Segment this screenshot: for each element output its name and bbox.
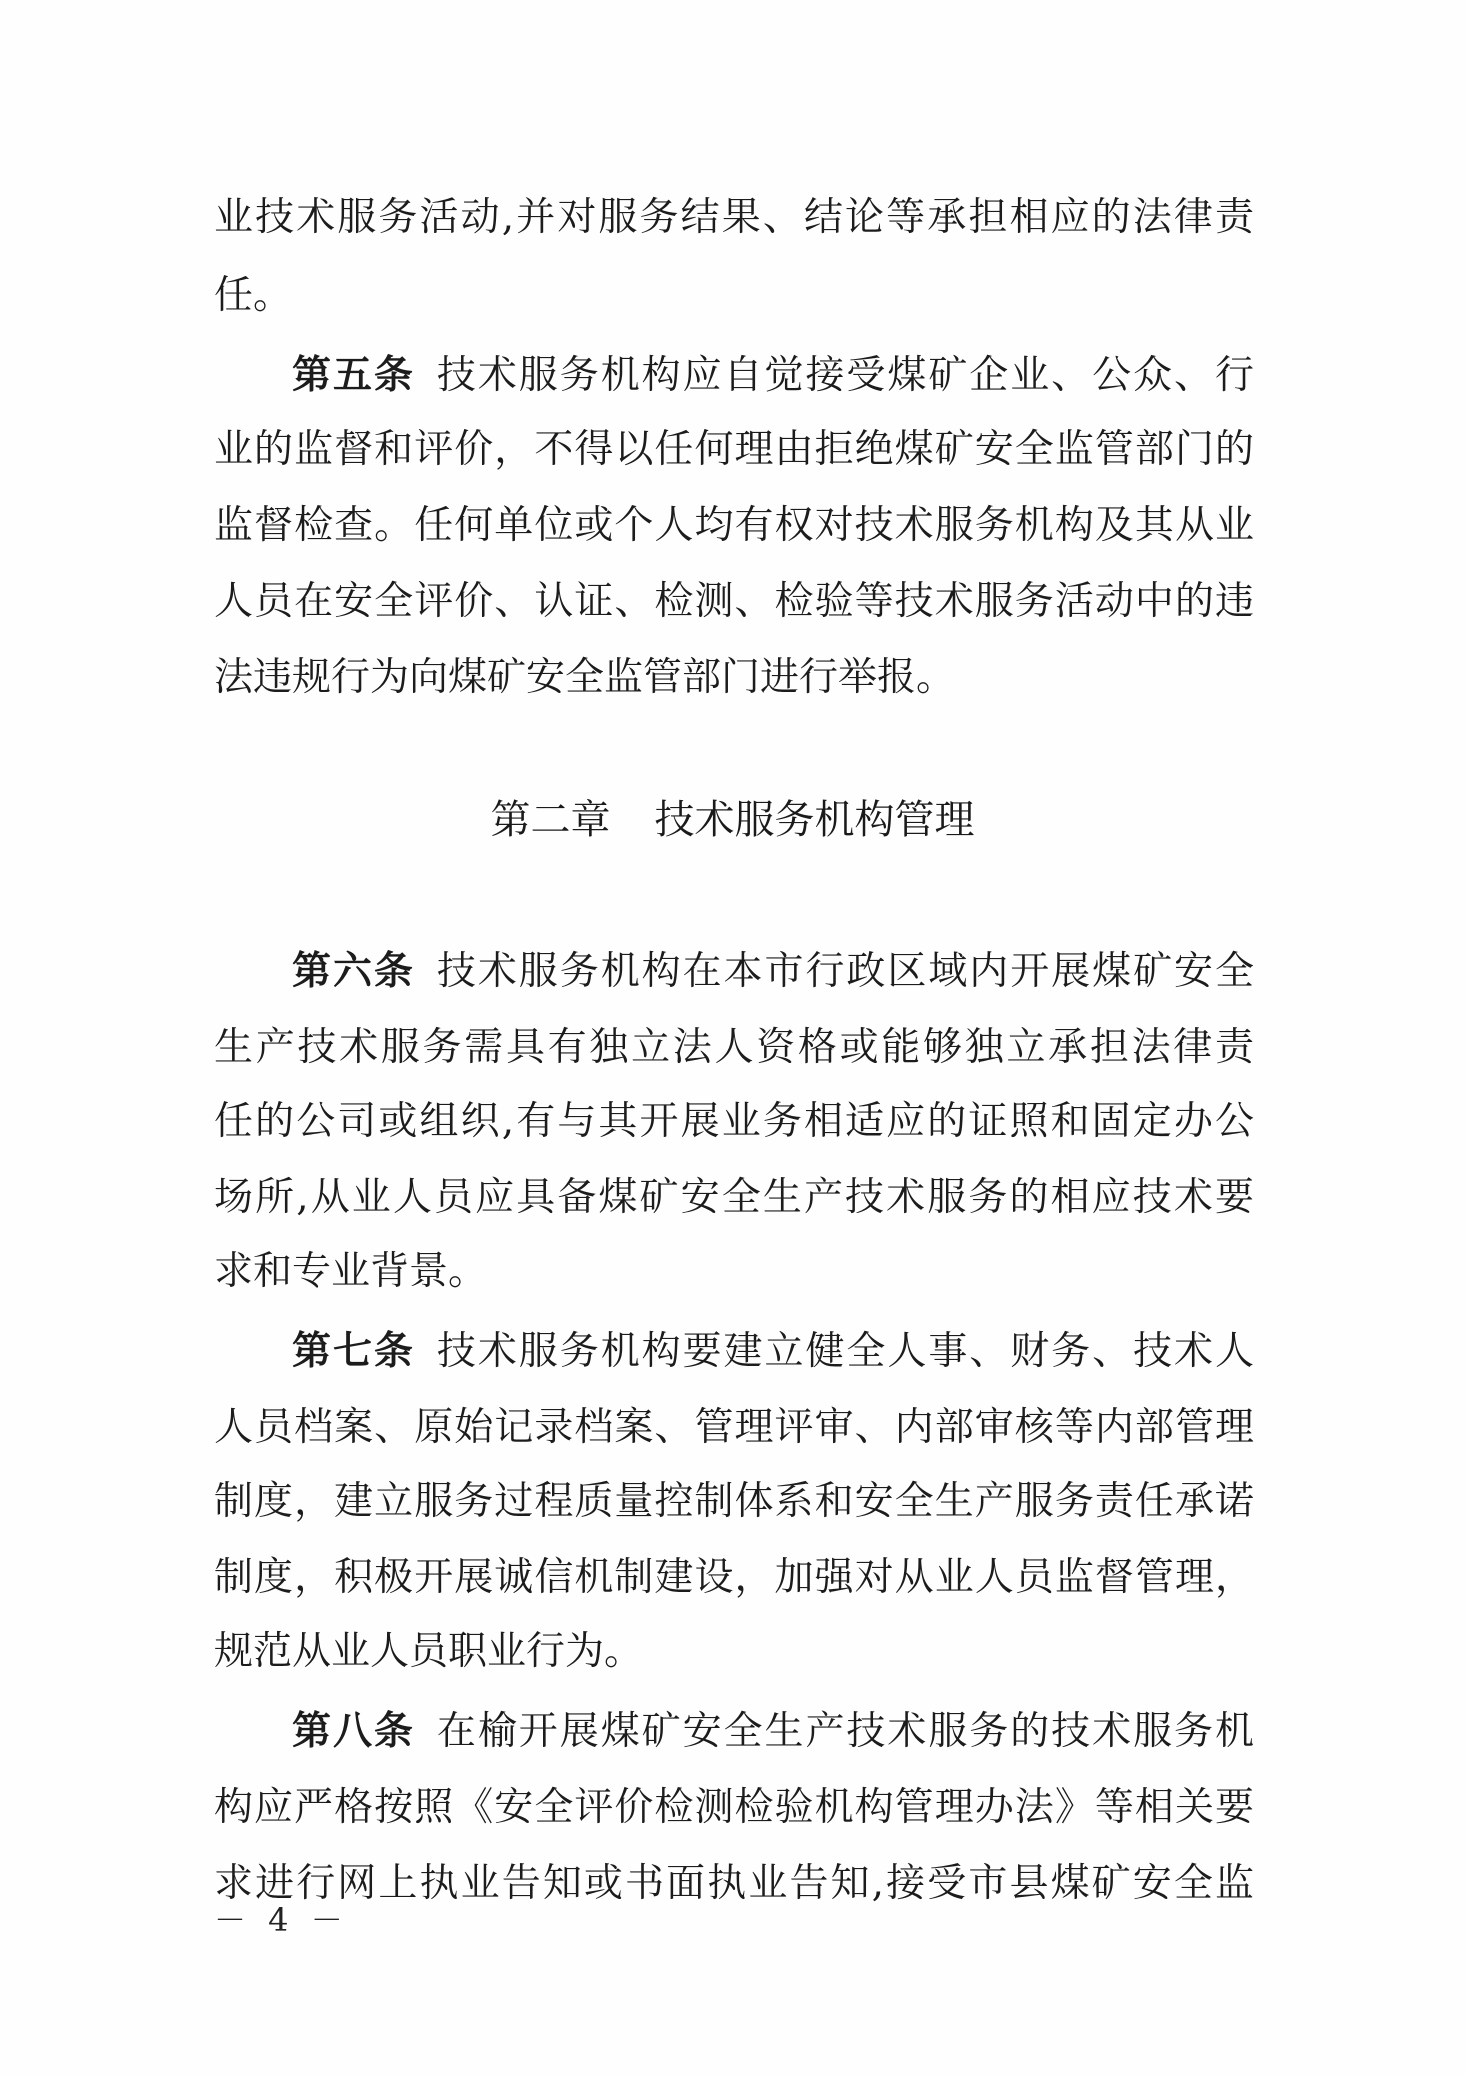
body-line: 法违规行为向煤矿安全监管部门进行举报。 bbox=[214, 655, 956, 700]
body-text: 技术服务机构要建立健全人事、财务、技术人 bbox=[436, 1329, 1254, 1374]
body-line: 监督检查。任何单位或个人均有权对技术服务机构及其从业 bbox=[214, 503, 1254, 548]
article-5-first-line bbox=[292, 338, 1254, 414]
body-line: 生产技术服务需具有独立法人资格或能够独立承担法律责 bbox=[214, 1025, 1254, 1070]
body-line: 制度，建立服务过程质量控制体系和安全生产服务责任承诺 bbox=[214, 1479, 1254, 1524]
body-line: 制度，积极开展诚信机制建设，加强对从业人员监督管理， bbox=[214, 1555, 1254, 1600]
chapter-number: 第二章 bbox=[490, 797, 611, 843]
chapter-title: 技术服务机构管理 bbox=[654, 797, 975, 843]
body-line: 人员档案、原始记录档案、管理评审、内部审核等内部管理 bbox=[214, 1405, 1254, 1450]
article-6-first-line bbox=[292, 934, 1254, 1010]
article-label: 第六条 bbox=[292, 949, 415, 994]
body-line: 规范从业人员职业行为。 bbox=[214, 1629, 644, 1674]
body-text: 在榆开展煤矿安全生产技术服务的技术服务机 bbox=[436, 1709, 1254, 1754]
body-line: 求进行网上执业告知或书面执业告知,接受市县煤矿安全监 bbox=[214, 1861, 1254, 1906]
page-number: － 4 － bbox=[214, 1901, 349, 1939]
article-label: 第八条 bbox=[292, 1709, 415, 1754]
body-line: 构应严格按照《安全评价检测检验机构管理办法》等相关要 bbox=[214, 1785, 1254, 1830]
body-line: 人员在安全评价、认证、检测、检验等技术服务活动中的违 bbox=[214, 579, 1254, 624]
chapter-heading bbox=[0, 782, 1465, 858]
body-line: 业技术服务活动,并对服务结果、结论等承担相应的法律责 bbox=[214, 195, 1254, 240]
body-line: 业的监督和评价，不得以任何理由拒绝煤矿安全监管部门的 bbox=[214, 427, 1254, 472]
body-line: 求和专业背景。 bbox=[214, 1249, 488, 1294]
body-line: 场所,从业人员应具备煤矿安全生产技术服务的相应技术要 bbox=[214, 1175, 1254, 1220]
body-text: 技术服务机构在本市行政区域内开展煤矿安全 bbox=[436, 949, 1254, 994]
article-8-first-line bbox=[292, 1694, 1254, 1770]
article-label: 第七条 bbox=[292, 1329, 415, 1374]
body-line: 任的公司或组织,有与其开展业务相适应的证照和固定办公 bbox=[214, 1099, 1254, 1144]
body-line: 任。 bbox=[214, 273, 293, 318]
article-label: 第五条 bbox=[292, 353, 415, 398]
article-7-first-line bbox=[292, 1314, 1254, 1390]
body-text: 技术服务机构应自觉接受煤矿企业、公众、行 bbox=[436, 353, 1254, 398]
